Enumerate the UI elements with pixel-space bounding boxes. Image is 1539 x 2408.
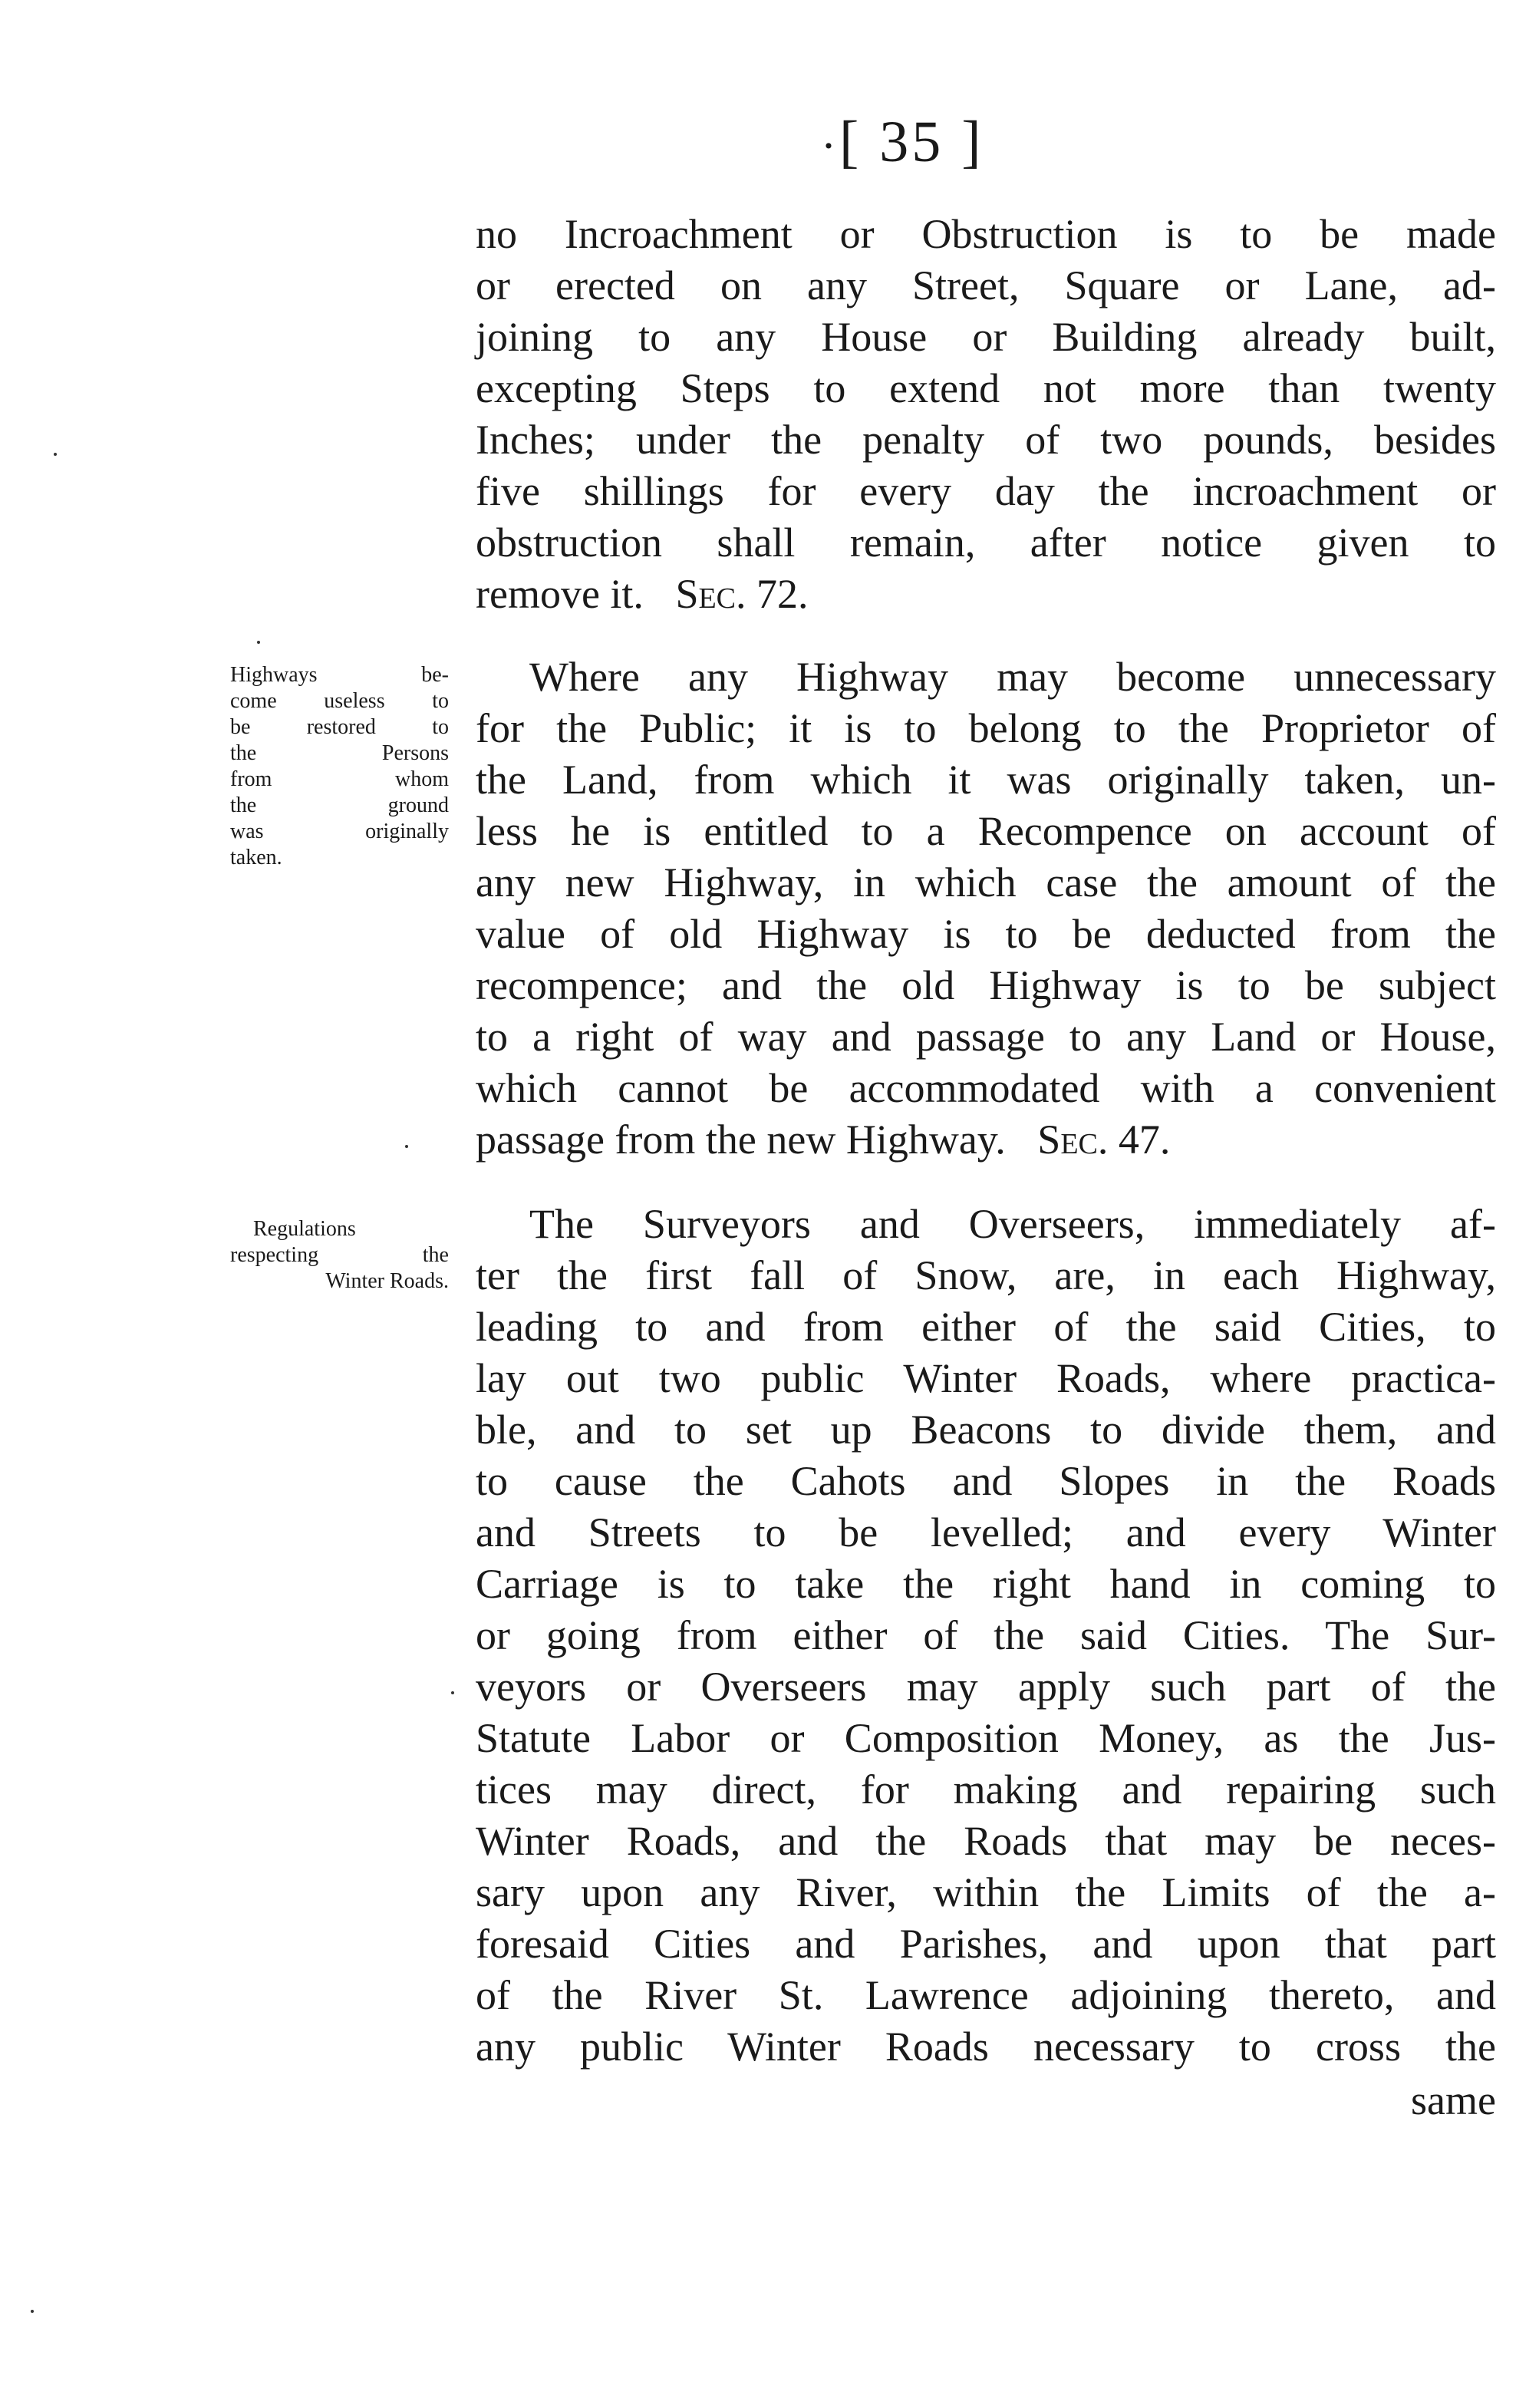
body-line: Statute Labor or Composition Money, as the Jus- bbox=[476, 1715, 1496, 1761]
scan-speck bbox=[257, 641, 260, 644]
margin-note-line: Highways be- bbox=[230, 663, 449, 687]
margin-note-line: Winter Roads. bbox=[325, 1269, 449, 1293]
body-line: less he is entitled to a Recompence on account of bbox=[476, 808, 1496, 854]
body-line: The Surveyors and Overseers, immediately af- bbox=[529, 1201, 1496, 1247]
body-line: any public Winter Roads necessary to cross the bbox=[476, 2024, 1496, 2070]
margin-note-line: respecting the bbox=[230, 1243, 449, 1267]
body-line: Winter Roads, and the Roads that may be neces- bbox=[476, 1818, 1496, 1864]
body-line: five shillings for every day the incroachment or bbox=[476, 468, 1496, 514]
body-line: recompence; and the old Highway is to be subject bbox=[476, 962, 1496, 1008]
body-line: tices may direct, for making and repairing such bbox=[476, 1766, 1496, 1813]
body-line bbox=[476, 1113, 1496, 1166]
body-line: the Land, from which it was originally taken, un- bbox=[476, 757, 1496, 803]
body-line: and Streets to be levelled; and every Winter bbox=[476, 1509, 1496, 1555]
body-line: of the River St. Lawrence adjoining thereto, and bbox=[476, 1972, 1496, 2018]
scan-speck bbox=[31, 2310, 34, 2313]
body-line: foresaid Cities and Parishes, and upon that part bbox=[476, 1921, 1496, 1967]
body-line: or going from either of the said Cities. The Sur- bbox=[476, 1612, 1496, 1658]
margin-note-line: taken. bbox=[230, 846, 282, 869]
margin-note-line: be restored to bbox=[230, 715, 449, 739]
body-line: lay out two public Winter Roads, where practica- bbox=[476, 1355, 1496, 1401]
header-close-bracket: ] bbox=[961, 110, 984, 174]
body-line: any new Highway, in which case the amount of the bbox=[476, 859, 1496, 905]
body-line: ble, and to set up Beacons to divide them, and bbox=[476, 1407, 1496, 1453]
section-reference: Sec. 72. bbox=[675, 571, 809, 617]
body-line: excepting Steps to extend not more than twenty bbox=[476, 365, 1496, 411]
margin-note-line: come useless to bbox=[230, 689, 449, 713]
body-line: no Incroachment or Obstruction is to be made bbox=[476, 211, 1496, 257]
margin-note-line: Regulations bbox=[253, 1217, 356, 1241]
body-line: ter the first fall of Snow, are, in each Highway, bbox=[476, 1252, 1496, 1298]
margin-note-line: the Persons bbox=[230, 741, 449, 765]
margin-note-line: was originally bbox=[230, 820, 449, 843]
body-line: value of old Highway is to be deducted from the bbox=[476, 911, 1496, 957]
body-line: leading to and from either of the said Cities, to bbox=[476, 1304, 1496, 1350]
scan-speck bbox=[54, 453, 57, 456]
body-line: Where any Highway may become unnecessary bbox=[529, 654, 1496, 700]
margin-note-line: from whom bbox=[230, 767, 449, 791]
body-line: which cannot be accommodated with a convenient bbox=[476, 1065, 1496, 1111]
body-line: to cause the Cahots and Slopes in the Roads bbox=[476, 1458, 1496, 1504]
scan-speck bbox=[451, 1691, 454, 1694]
body-line: obstruction shall remain, after notice given to bbox=[476, 520, 1496, 566]
body-line-text: remove it. bbox=[476, 571, 644, 617]
body-line-text: passage from the new Highway. bbox=[476, 1117, 1006, 1163]
body-line bbox=[476, 567, 1496, 621]
header-open-bracket: [ bbox=[839, 110, 862, 174]
section-reference: Sec. 47. bbox=[1037, 1117, 1171, 1163]
margin-note-line: the ground bbox=[230, 793, 449, 817]
scan-speck bbox=[405, 1145, 408, 1148]
body-line: Carriage is to take the right hand in coming to bbox=[476, 1561, 1496, 1607]
page-number: 35 bbox=[879, 110, 944, 174]
body-line: Inches; under the penalty of two pounds, besides bbox=[476, 417, 1496, 463]
header-dot: · bbox=[821, 120, 839, 171]
body-line: for the Public; it is to belong to the Proprietor of bbox=[476, 705, 1496, 751]
page-header bbox=[821, 100, 1128, 184]
body-line: veyors or Overseers may apply such part of the bbox=[476, 1664, 1496, 1710]
body-line: joining to any House or Building already built, bbox=[476, 314, 1496, 360]
body-line: or erected on any Street, Square or Lane, ad- bbox=[476, 262, 1496, 308]
catchword: same bbox=[1411, 2077, 1496, 2123]
body-line: to a right of way and passage to any Land or House, bbox=[476, 1014, 1496, 1060]
body-line: sary upon any River, within the Limits of the a- bbox=[476, 1869, 1496, 1915]
